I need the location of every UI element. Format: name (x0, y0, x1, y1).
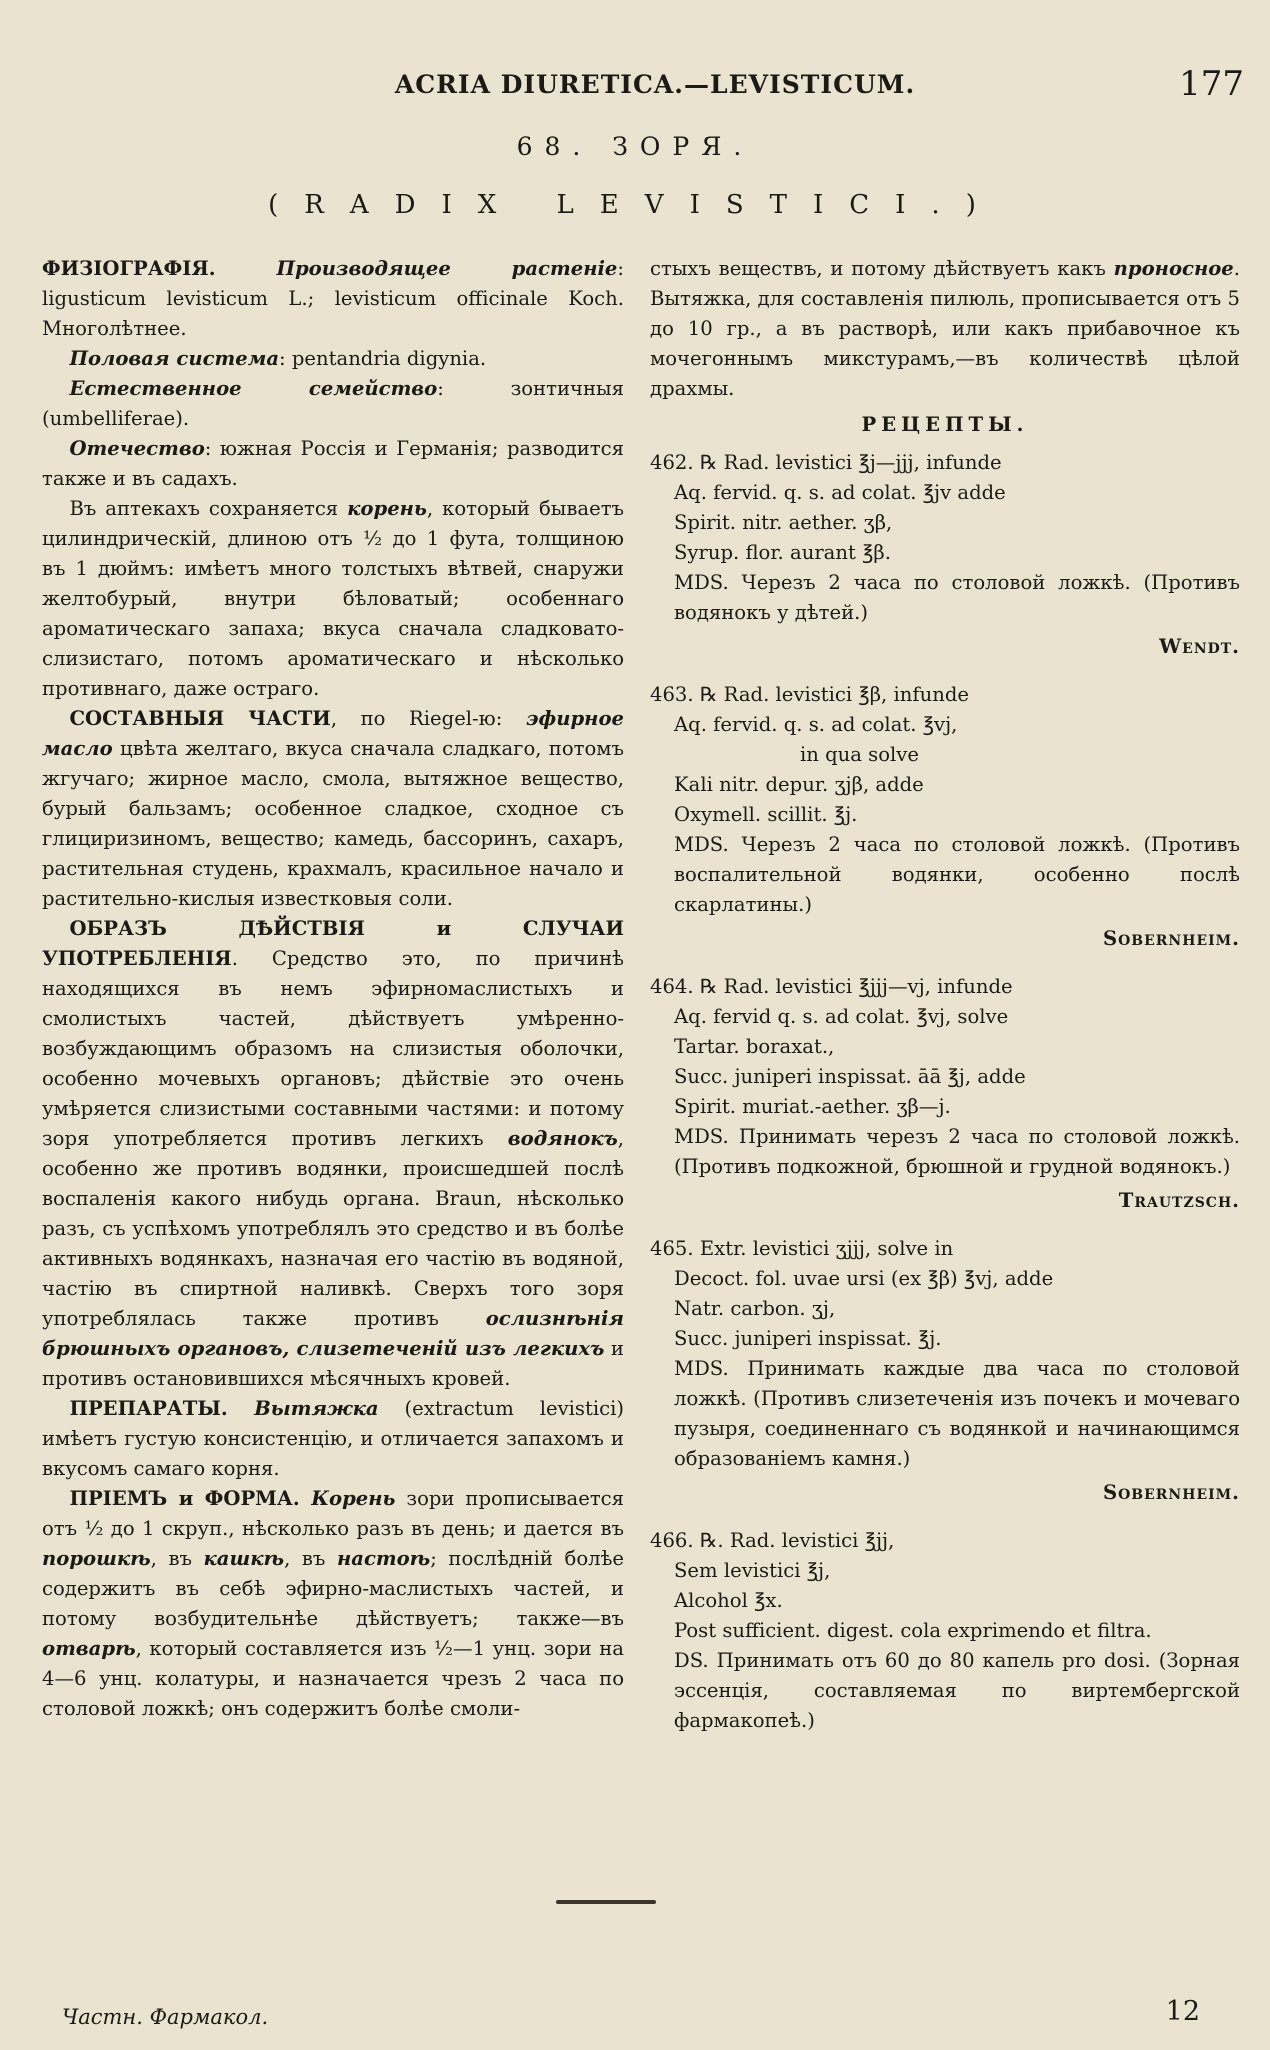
section-label: ОБРАЗЪ ДѢЙСТВІЯ и СЛУЧАИ УПОТРЕБЛЕНІЯ (42, 917, 624, 970)
recipe-ingredient-line: Spirit. muriat.-aether. ʒβ—j. (674, 1095, 951, 1118)
recipe-ingredient-line: Decoct. fol. uvae ursi (ex ℥β) ℥vj, adde (674, 1267, 1054, 1290)
recipe-ingredient-line: Sem levistici ℥j, (674, 1559, 831, 1582)
recipe-ingredient-line: Natr. carbon. ʒj, (674, 1297, 836, 1320)
body-text: цвѣта желтаго, вкуса сначала сладкаго, потомъ жгучаго; жирное масло, смола, вытяжное вещество, бурый бальзамъ; особенное сладкое, сходное съ глициризиномъ, вещество; камедь, бассоринъ, сахаръ, растительная студень, крахмалъ, красильное начало и растительно-кислыя известковыя соли. (42, 737, 624, 910)
recipe-ingredient-line: Aq. fervid. q. s. ad colat. ℥vj, (674, 713, 958, 736)
recipe-first-line: 462. ℞ Rad. levistici ℥j—jjj, infunde (650, 451, 1002, 474)
paragraph (42, 1484, 624, 1724)
emphasis-text: эфирное масло (42, 707, 624, 760)
page-number: 177 (1179, 64, 1244, 104)
section-title: 68. ЗОРЯ. (516, 132, 754, 161)
recipe-author: Trautzsch. (1118, 1189, 1240, 1212)
paragraph (42, 374, 624, 434)
body-text: : pentandria digynia. (279, 347, 487, 370)
emphasis-text: Половая система (69, 347, 280, 370)
recipes-heading: РЕЦЕПТЫ. (861, 413, 1029, 436)
section-label: СОСТАВНЫЯ ЧАСТИ (69, 707, 331, 730)
left-column (42, 254, 624, 1724)
body-text: : зонтичныя (umbelliferae). (42, 377, 624, 430)
body-text: , въ (284, 1547, 337, 1570)
body-text: . Средство это, по причинѣ находящихся въ немъ эфирномаслистыхъ и смолистыхъ частей, дѣйствуетъ умѣренно-возбуждающимъ образомъ на слизистыя оболочки, особенно мочевыхъ органовъ; дѣйствіе это очень умѣряется слизистыми составными частями: и потому зоря употребляется противъ легкихъ (42, 947, 624, 1150)
footer-signature: Частн. Фармакол. (62, 2005, 269, 2029)
recipe-instructions: MDS. Черезъ 2 часа по столовой ложкѣ. (Противъ водянокъ у дѣтей.) (674, 571, 1240, 624)
body-text: , который составляется изъ ½—1 унц. зори на 4—6 унц. колатуры, и назначается чрезъ 2 часа по столовой ложкѣ; онъ содержитъ болѣе смоли- (42, 1637, 624, 1720)
emphasis-text: отварѣ (42, 1637, 136, 1660)
emphasis-text: Отечество (69, 437, 205, 460)
recipe (650, 972, 1240, 1216)
latin-title: (RADIX LEVISTICI.) (268, 190, 1002, 220)
recipe-ingredient-line: Aq. fervid. q. s. ad colat. ℥jv adde (674, 481, 1006, 504)
emphasis-text: проносное (1113, 257, 1234, 280)
body-text: , въ (150, 1547, 204, 1570)
emphasis-text: корень (347, 497, 427, 520)
body-text: и противъ остановившихся мѣсячныхъ кровей. (42, 1337, 624, 1390)
paragraph (42, 344, 624, 374)
recipe-ingredient-line: Succ. juniperi inspissat. āā ℥j, adde (674, 1065, 1026, 1088)
recipe-ingredient-line: Succ. juniperi inspissat. ℥j. (674, 1327, 942, 1350)
right-column (650, 254, 1240, 1754)
recipe-ingredient-line: Syrup. flor. aurant ℥β. (674, 541, 891, 564)
emphasis-text: Естественное семейство (69, 377, 438, 400)
paragraph (42, 1394, 624, 1484)
recipe-ingredient-line: Tartar. boraxat., (674, 1035, 835, 1058)
recipe-instructions: MDS. Принимать каждые два часа по столовой ложкѣ. (Противъ слизетеченія изъ почекъ и мочеваго пузыря, соединеннаго съ водянкой и начинающимся образованіемъ камня.) (674, 1357, 1240, 1470)
emphasis-text: кашкѣ (203, 1547, 285, 1570)
recipe-ingredient-line: Oxymell. scillit. ℥j. (674, 803, 858, 826)
body-text: стыхъ веществъ, и потому дѣйствуетъ какъ (650, 257, 1114, 280)
emphasis-text: водянокъ (507, 1127, 618, 1150)
recipe (650, 1526, 1240, 1736)
body-text: зори прописывается отъ ½ до 1 скруп., нѣсколько разъ въ день; и дается въ (42, 1487, 624, 1540)
paragraph (650, 254, 1240, 404)
paragraph (42, 704, 624, 914)
body-text: . Вытяжка, для составленія пилюль, прописывается отъ 5 до 10 гр., а въ растворѣ, или какъ прибавочное къ мочегоннымъ микстурамъ,—въ количествѣ цѣлой драхмы. (650, 257, 1240, 400)
body-text: (extractum levistici) имѣетъ густую консистенцію, и отличается запахомъ и вкусомъ самаго корня. (42, 1397, 624, 1480)
body-text: , по Riegel-ю: (330, 707, 526, 730)
emphasis-text: порошкѣ (42, 1547, 151, 1570)
body-text: : южная Россія и Германія; разводится также и въ садахъ. (42, 437, 624, 490)
emphasis-text: ослизнѣнія брюшныхъ органовъ, слизетеченій изъ легкихъ (42, 1307, 624, 1360)
section-label: ФИЗІОГРАФІЯ. (42, 257, 277, 280)
body-text: Въ аптекахъ сохраняется (69, 497, 348, 520)
paragraph (42, 914, 624, 1394)
recipe-author: Sobernheim. (1102, 927, 1240, 950)
recipe-ingredient-line: Kali nitr. depur. ʒjβ, adde (674, 773, 924, 796)
section-label: ПРЕПАРАТЫ. (69, 1397, 255, 1420)
recipe-instructions: MDS. Принимать черезъ 2 часа по столовой ложкѣ. (Противъ подкожной, брюшной и грудной водянокъ.) (674, 1125, 1240, 1178)
running-head: ACRIA DIURETICA.—LEVISTICUM. (394, 70, 916, 99)
paragraph (42, 254, 624, 344)
emphasis-text: Вытяжка (254, 1397, 379, 1420)
recipe-ingredient-line: Spirit. nitr. aether. ʒβ, (674, 511, 893, 534)
recipe-ingredient-line: Aq. fervid q. s. ad colat. ℥vj, solve (674, 1005, 1009, 1028)
recipe-instructions: MDS. Черезъ 2 часа по столовой ложкѣ. (Противъ воспалительной водянки, особенно послѣ скарлатины.) (674, 833, 1240, 916)
emphasis-text: Корень (311, 1487, 396, 1510)
recipe-first-line: 463. ℞ Rad. levistici ℥β, infunde (650, 683, 970, 706)
recipe-author: Wendt. (1159, 635, 1240, 658)
sheet-number: 12 (1165, 1996, 1200, 2027)
recipe-ingredient-line: in qua solve (800, 743, 919, 766)
recipe (650, 448, 1240, 662)
emphasis-text: Производящее растеніе (276, 257, 618, 280)
recipe-first-line: 464. ℞ Rad. levistici ℥jjj—vj, infunde (650, 975, 1013, 998)
emphasis-text: настоѣ (336, 1547, 431, 1570)
recipe (650, 1234, 1240, 1508)
body-text: , который бываетъ цилиндрическій, длиною отъ ½ до 1 фута, толщиною въ 1 дюймъ: имѣетъ много толстыхъ вѣтвей, снаружи желтобурый, внутри бѣловатый; особеннаго ароматическаго запаха; вкуса сначала сладковато-слизистаго, потомъ ароматическаго и нѣсколько противнаго, даже остраго. (42, 497, 624, 700)
body-text: : ligusticum levisticum L.; levisticum officinale Koch. Многолѣтнее. (42, 257, 624, 340)
recipe (650, 680, 1240, 954)
recipe-instructions: DS. Принимать отъ 60 до 80 капель pro dosi. (Зорная эссенція, составляемая по виртембергской фармакопеѣ.) (674, 1649, 1240, 1732)
section-label: ПРІЕМЪ и ФОРМА. (69, 1487, 312, 1510)
recipe-first-line: 465. Extr. levistici ʒjjj, solve in (650, 1237, 954, 1260)
section-divider (556, 1900, 656, 1904)
paragraph (42, 494, 624, 704)
recipe-ingredient-line: Post sufficient. digest. cola exprimendo et filtra. (674, 1619, 1152, 1642)
body-text: ; послѣдній болѣе содержитъ въ себѣ эфирно-маслистыхъ частей, и потому возбудительнѣе дѣйствуетъ; также—въ (42, 1547, 624, 1630)
recipe-first-line: 466. ℞. Rad. levistici ℥jj, (650, 1529, 895, 1552)
paragraph (42, 434, 624, 494)
body-text: , особенно же противъ водянки, происшедшей послѣ воспаленія какого нибудь органа. Braun, нѣсколько разъ, съ успѣхомъ употреблялъ это средство и въ болѣе активныхъ водянкахъ, назначая его частію въ водяной, частію въ спиртной наливкѣ. Сверхъ того зоря употреблялась также противъ (42, 1127, 624, 1330)
recipe-ingredient-line: Alcohol ℥x. (674, 1589, 783, 1612)
recipe-author: Sobernheim. (1102, 1481, 1240, 1504)
